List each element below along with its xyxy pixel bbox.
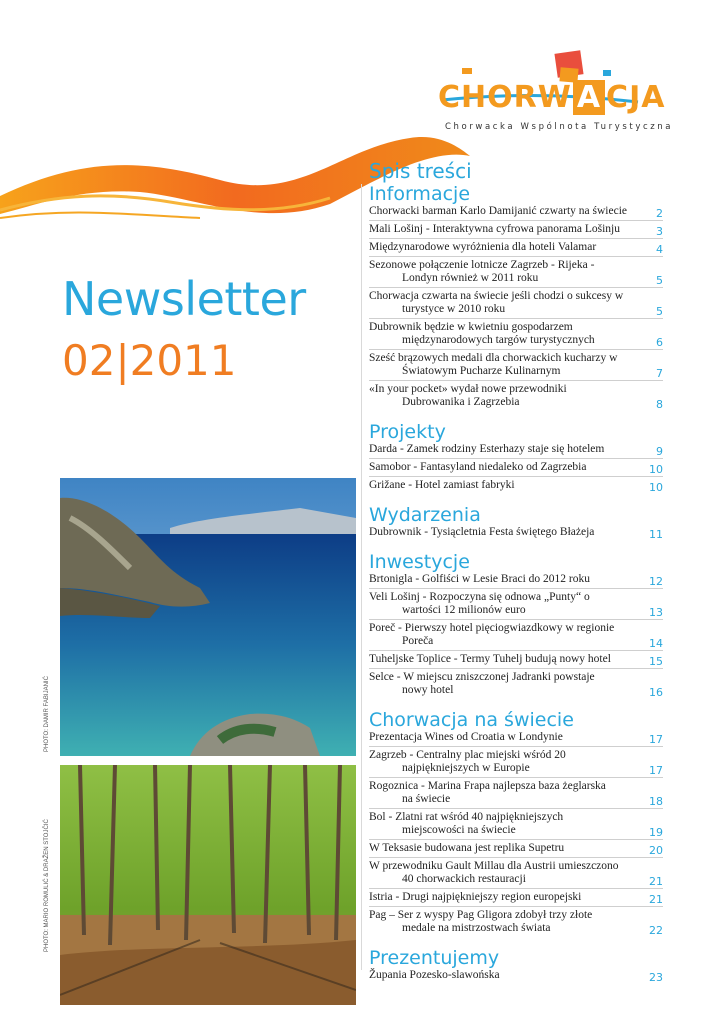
toc-page-number: 10	[649, 463, 663, 476]
toc-entry-text: Międzynarodowe wyróżnienia dla hoteli Valamar	[369, 241, 597, 253]
toc-entry-text: Darda - Zamek rodziny Esterhazy staje się hotelem	[369, 443, 605, 455]
toc-section	[369, 709, 663, 937]
toc-page-number: 7	[656, 367, 663, 380]
toc-entry[interactable]	[369, 731, 663, 747]
photo-credit-top: PHOTO: DAMIR FABIJANIĆ	[44, 676, 50, 752]
logo-wordmark: CHORW A CJA	[438, 80, 666, 115]
coast-photo	[60, 478, 356, 756]
photo-credit-bottom: PHOTO: MARIO ROMULIĆ & DRAŽEN STOJČIĆ	[44, 819, 50, 952]
toc-entry-text: Bol - Zlatni rat wśród 40 najpiękniejszych	[369, 811, 564, 823]
toc-entry-text: Grižane - Hotel zamiast fabryki	[369, 479, 515, 491]
toc-page-number: 18	[649, 795, 663, 808]
toc-page-number: 13	[649, 606, 663, 619]
toc-entry-text-continued: wartości 12 milionów euro	[402, 604, 526, 616]
toc-entry-text: Župania Pozesko-slawońska	[369, 969, 500, 981]
toc-page-number: 9	[656, 445, 663, 458]
toc-page-number: 16	[649, 686, 663, 699]
toc-entry[interactable]	[369, 259, 663, 288]
toc-entry-text: Rogoznica - Marina Frapa najlepsza baza żeglarska	[369, 780, 606, 792]
toc-title: Spis treści	[369, 159, 472, 183]
toc-entry-text: Poreč - Pierwszy hotel pięciogwiazdkowy w regionie	[369, 622, 615, 634]
toc-page-number: 15	[649, 655, 663, 668]
toc-entry-text-continued: Londyn również w 2011 roku	[402, 272, 539, 284]
toc-section	[369, 947, 663, 984]
toc-entry-text: Samobor - Fantasyland niedaleko od Zagrzebia	[369, 461, 587, 473]
toc-entry-text: W Teksasie budowana jest replika Supetru	[369, 842, 565, 854]
toc-entry-text: Mali Lošinj - Interaktywna cyfrowa panorama Lošinju	[369, 223, 621, 235]
toc-entry[interactable]	[369, 811, 663, 840]
toc-entry-text-continued: Dubrowanika i Zagrzebia	[402, 396, 520, 408]
toc-entry[interactable]	[369, 526, 663, 541]
toc-section-heading: Projekty	[369, 421, 446, 443]
toc-entry-text-continued: Poreča	[402, 635, 434, 647]
toc-entry-text: Veli Lošinj - Rozpoczyna się odnowa „Punty“ o	[369, 591, 590, 603]
toc-divider	[361, 184, 362, 970]
toc-entry[interactable]	[369, 653, 663, 669]
toc-page-number: 5	[656, 274, 663, 287]
toc-page-number: 20	[649, 844, 663, 857]
toc-entry-text-continued: nowy hotel	[402, 684, 454, 696]
toc-section-heading: Inwestycje	[369, 551, 470, 573]
toc-page-number: 8	[656, 398, 663, 411]
toc-entry-text-continued: międzynarodowych targów turystycznych	[402, 334, 595, 346]
logo-subtitle: Chorwacka Wspólnota Turystyczna	[445, 122, 674, 132]
toc-page-number: 14	[649, 637, 663, 650]
toc-page-number: 5	[656, 305, 663, 318]
toc-section	[369, 504, 663, 541]
toc-entry-text: W przewodniku Gault Millau dla Austrii umieszczono	[369, 860, 619, 872]
toc-entry-text: Istria - Drugi najpiękniejszy region europejski	[369, 891, 582, 903]
toc-page-number: 12	[649, 575, 663, 588]
forest-photo	[60, 765, 356, 1005]
toc-page-number: 17	[649, 764, 663, 777]
toc-entry-text: Brtonigla - Golfiści w Lesie Braci do 2012 roku	[369, 573, 591, 585]
toc-entry[interactable]	[369, 443, 663, 459]
toc-entry-text: Dubrownik - Tysiącletnia Festa świętego Błażeja	[369, 526, 595, 538]
toc-entry[interactable]	[369, 969, 663, 984]
toc-entry[interactable]	[369, 749, 663, 778]
toc-entry-text: Chorwacki barman Karlo Damijanić czwarty na świecie	[369, 205, 628, 217]
toc-entry[interactable]	[369, 780, 663, 809]
toc-entry-text: Tuheljske Toplice - Termy Tuhelj budują nowy hotel	[369, 653, 611, 665]
toc-entry[interactable]	[369, 321, 663, 350]
toc-page-number: 19	[649, 826, 663, 839]
toc-section-heading: Chorwacja na świecie	[369, 709, 574, 731]
toc-page-number: 6	[656, 336, 663, 349]
toc-entry[interactable]	[369, 842, 663, 858]
toc-entry[interactable]	[369, 479, 663, 494]
toc-section-heading: Wydarzenia	[369, 504, 481, 526]
toc-entry[interactable]	[369, 860, 663, 889]
toc-page-number: 4	[656, 243, 663, 256]
toc-entry-text: Pag – Ser z wyspy Pag Gligora zdobył trzy złote	[369, 909, 593, 921]
toc-page-number: 17	[649, 733, 663, 746]
toc-entry[interactable]	[369, 671, 663, 699]
toc-page-number: 21	[649, 893, 663, 906]
toc-section-heading: Informacje	[369, 183, 471, 205]
toc-entry-text: Chorwacja czwarta na świecie jeśli chodzi o sukcesy w	[369, 290, 624, 302]
toc-page-number: 23	[649, 971, 663, 984]
toc-page-number: 22	[649, 924, 663, 937]
toc-entry-text-continued: Światowym Pucharze Kulinarnym	[402, 365, 561, 377]
toc-section	[369, 421, 663, 494]
toc-entry[interactable]	[369, 290, 663, 319]
toc-entry-text: «In your pocket» wydał nowe przewodniki	[369, 383, 567, 395]
toc-entry[interactable]	[369, 909, 663, 937]
toc-entry-text-continued: najpiękniejszych w Europie	[402, 762, 530, 774]
toc-page-number: 2	[656, 207, 663, 220]
toc-entry-text-continued: medale na mistrzostwach świata	[402, 922, 551, 934]
toc-section-heading: Prezentujemy	[369, 947, 500, 969]
toc-page-number: 3	[656, 225, 663, 238]
toc-page-number: 10	[649, 481, 663, 494]
toc-entry[interactable]	[369, 223, 663, 239]
newsletter-title: Newsletter	[62, 272, 306, 326]
toc-entry-text-continued: na świecie	[402, 793, 451, 805]
toc-entry-text-continued: turystyce w 2010 roku	[402, 303, 506, 315]
toc-section	[369, 183, 663, 411]
toc-entry-text-continued: miejscowości na świecie	[402, 824, 516, 836]
toc-entry-text: Prezentacja Wines od Croatia w Londynie	[369, 731, 563, 743]
toc-entry-text: Sezonowe połączenie lotnicze Zagrzeb - Rijeka -	[369, 259, 595, 271]
toc-entry[interactable]	[369, 622, 663, 651]
toc-entry[interactable]	[369, 241, 663, 257]
toc-entry-text: Zagrzeb - Centralny plac miejski wśród 20	[369, 749, 566, 761]
toc-entry[interactable]	[369, 891, 663, 907]
toc-entry[interactable]	[369, 205, 663, 221]
toc-entry-text: Selce - W miejscu zniszczonej Jadranki powstaje	[369, 671, 595, 683]
toc-entry-text: Sześć brązowych medali dla chorwackich kucharzy w	[369, 352, 618, 364]
toc-entry[interactable]	[369, 591, 663, 620]
issue-number: 02|2011	[62, 336, 237, 385]
toc-page-number: 21	[649, 875, 663, 888]
toc-entry[interactable]	[369, 461, 663, 477]
toc-entry[interactable]	[369, 383, 663, 411]
toc-section	[369, 551, 663, 699]
toc-entry[interactable]	[369, 573, 663, 589]
toc-page-number: 11	[649, 528, 663, 541]
toc-entry-text: Dubrownik będzie w kwietniu gospodarzem	[369, 321, 573, 333]
toc-entry[interactable]	[369, 352, 663, 381]
table-of-contents	[369, 160, 663, 986]
toc-entry-text-continued: 40 chorwackich restauracji	[402, 873, 526, 885]
